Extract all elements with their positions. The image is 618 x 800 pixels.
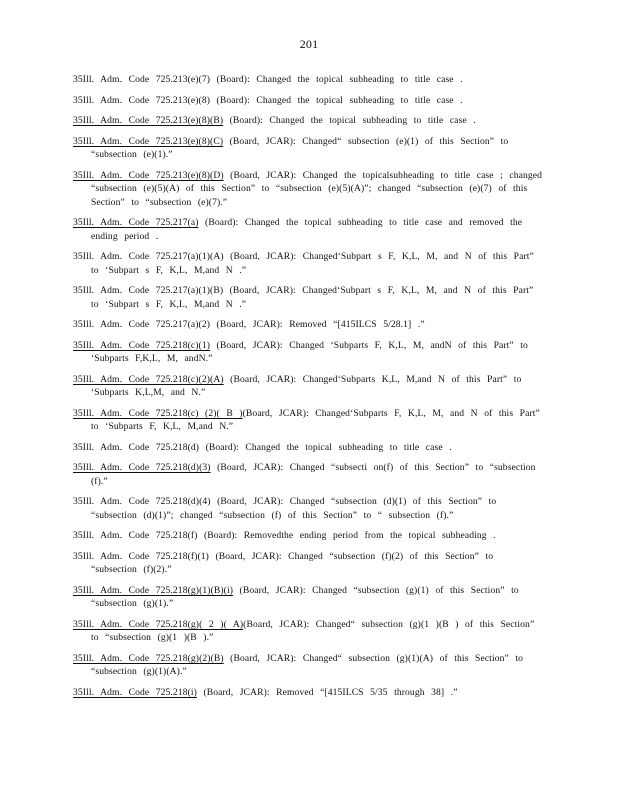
amendment-entry: [73, 550, 543, 577]
amendment-entry: [73, 216, 543, 243]
amendment-description: (Board, JCAR): Changed “subsection (g)(1) of this Section” to “subsection (g)(1).”: [91, 584, 519, 610]
amendment-citation: 35Ill. Adm. Code 725.218(i): [73, 686, 197, 698]
amendment-entry: [73, 584, 543, 611]
amendment-description: (Board): Removedthe ending period from the topical subheading .: [197, 530, 496, 542]
amendment-entry: [73, 339, 543, 366]
amendment-entry: [73, 652, 543, 679]
amendment-citation: 35Ill. Adm. Code 725.218(c)(2)(A): [73, 373, 224, 385]
amendment-citation: 35Ill. Adm. Code 725.218(f)(1): [73, 550, 209, 562]
amendment-citation: 35Ill. Adm. Code 725.213(e)(7): [73, 74, 211, 85]
amendment-entry: [73, 441, 543, 454]
amendment-description: (Board, JCAR): Changed “subsecti on(f) of this Section” to “subsection (f).”: [91, 462, 536, 487]
amendment-citation: 35Ill. Adm. Code 725.218(f): [73, 530, 198, 542]
amendment-entry: [73, 94, 543, 107]
amendment-description: (Board, JCAR): Changed “subsection (f)(2) of this Section” to “subsection (f)(2).”: [91, 550, 494, 576]
amendment-entry: [73, 284, 543, 311]
amendment-description: (Board): Changed the topical subheading to title case .: [210, 94, 463, 106]
amendment-entry: [73, 495, 543, 522]
amendment-description: (Board, JCAR): Changed‘Subparts K,L, M,and N of this Part” to ‘Subparts K,L,M, and N.”: [91, 373, 522, 399]
amendment-citation: 35Ill. Adm. Code 725.217(a)(1)(A): [73, 251, 224, 263]
amendment-entry: [73, 114, 543, 127]
amendment-description: (Board, JCAR): Removed “[415ILCS 5/28.1] .”: [210, 319, 425, 331]
amendment-description: (Board): Changed the topical subheading to title case .: [210, 74, 463, 85]
amendment-entry: [73, 407, 543, 434]
amendment-entry: [73, 529, 543, 542]
amendment-citation: 35Ill. Adm. Code 725.217(a)(2): [73, 319, 211, 331]
amendment-entry: [73, 461, 543, 488]
amendment-entry: [73, 318, 543, 331]
amendment-entry: [73, 373, 543, 400]
amendment-description: (Board, JCAR): Changed“ subsection (e)(1) of this Section” to “subsection (e)(1).”: [91, 135, 509, 161]
amendment-citation: 35Ill. Adm. Code 725.213(e)(8)(C): [73, 135, 224, 147]
amendment-citation: 35Ill. Adm. Code 725.218(c)(1): [73, 339, 211, 351]
amendment-description: (Board, JCAR): Changed‘Subpart s F, K,L, M, and N of this Part” to ‘Subpart s F, K,L, M,and N .”: [91, 285, 534, 310]
amendment-description: (Board, JCAR): Changed ‘Subparts F, K,L, M, andN of this Part” to ‘Subparts F,K,L, M, andN.”: [91, 339, 528, 365]
amendment-description: (Board, JCAR): Changed the topicalsubheading to title case ; changed “subsection (e)(5)(A) of this Section” to “subsection (e)(5)(A)”; changed “subsection (e)(7) of this Section” to “subsection (e)(7).”: [91, 169, 543, 208]
amendment-citation: 35Ill. Adm. Code 725.218(g)(1)(B)(i): [73, 584, 234, 596]
amendment-citation: 35Ill. Adm. Code 725.218(c) (2)( B ): [73, 407, 243, 419]
amendment-entry: [73, 135, 543, 162]
amendment-entry: [73, 618, 543, 645]
amendment-description: (Board): Changed the topical subheading to title case .: [199, 441, 452, 453]
amendment-citation: 35Ill. Adm. Code 725.217(a): [73, 217, 199, 229]
amendment-citation: 35Ill. Adm. Code 725.218(d)(3): [73, 462, 211, 474]
page-number: 201: [299, 37, 319, 51]
amendment-description: (Board, JCAR): Removed “[415ILCS 5/35 through 38] .”: [196, 686, 458, 698]
amendment-description: (Board, JCAR): Changed‘Subpart s F, K,L, M, and N of this Part” to ‘Subpart s F, K,L, M,and N .”: [91, 251, 534, 276]
amendment-description: (Board): Changed the topical subheading to title case .: [223, 115, 476, 127]
amendment-citation: 35Ill. Adm. Code 725.213(e)(8): [73, 94, 211, 106]
amendment-entry: [73, 169, 543, 209]
amendment-citation: 35Ill. Adm. Code 725.217(a)(1)(B): [73, 285, 224, 297]
amendment-description: (Board, JCAR): Changed“ subsection (g)(1 )(B ) of this Section” to “subsection (g)(1 )(B ).”: [91, 618, 535, 644]
amendment-entry: [73, 73, 543, 86]
amendment-citation: 35Ill. Adm. Code 725.213(e)(8)(D): [73, 169, 224, 181]
amendment-description: (Board, JCAR): Changed“ subsection (g)(1)(A) of this Section” to “subsection (g)(1)(A).”: [91, 652, 524, 678]
amendment-citation: 35Ill. Adm. Code 725.213(e)(8)(B): [73, 115, 224, 127]
amendment-citation: 35Ill. Adm. Code 725.218(d): [73, 441, 200, 453]
amendment-description: (Board, JCAR): Changed‘Subparts F, K,L, M, and N of this Part” to ‘Subparts F, K,L, M,and N.”: [91, 407, 540, 433]
amendment-description: (Board, JCAR): Changed “subsection (d)(1) of this Section” to “subsection (d)(1)”; changed “subsection (f) of this Section” to “ subsection (f).”: [91, 496, 497, 521]
amendment-citation: 35Ill. Adm. Code 725.218(g)(2)(B): [73, 652, 224, 664]
amendment-description: (Board): Changed the topical subheading to title case and removed the ending period .: [91, 217, 523, 242]
amendment-list: [73, 73, 543, 707]
amendment-citation: 35Ill. Adm. Code 725.218(d)(4): [73, 496, 211, 508]
amendment-entry: [73, 250, 543, 277]
amendment-citation: 35Ill. Adm. Code 725.218(g)( 2 )( A): [73, 618, 244, 630]
amendment-entry: [73, 686, 543, 699]
